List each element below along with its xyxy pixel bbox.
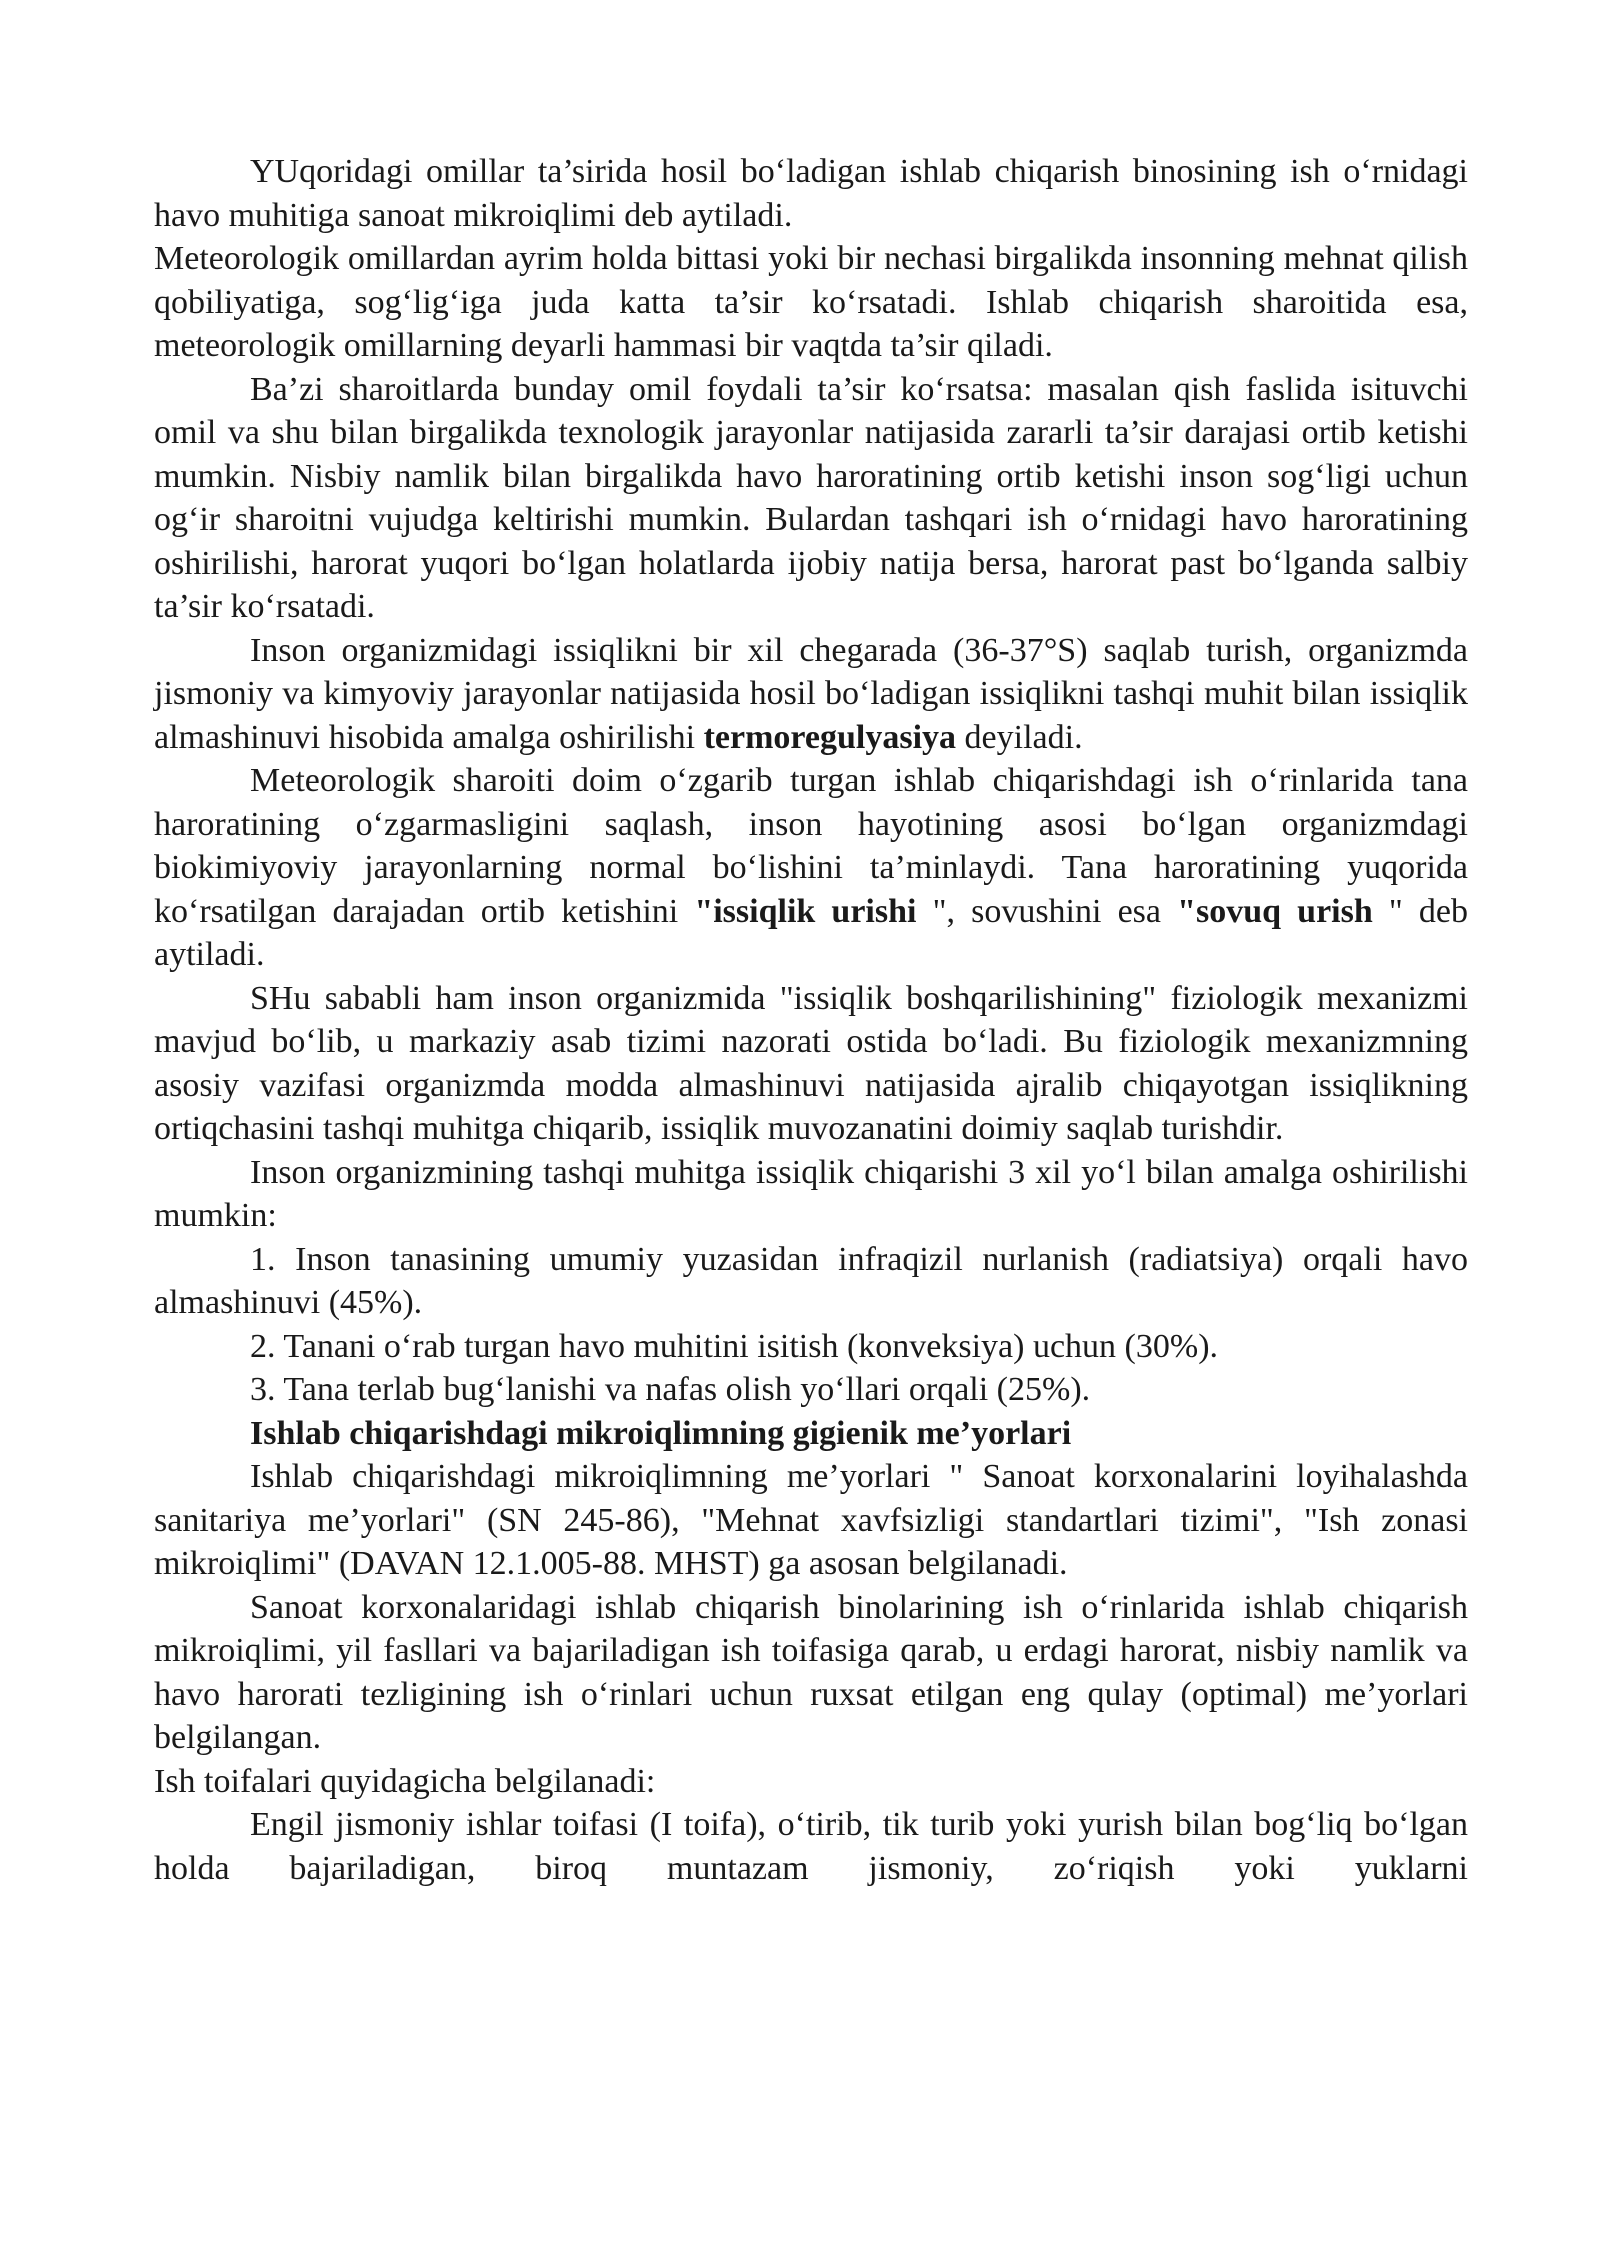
paragraph-5-text-a: Meteorologik sharoiti doim o‘zgarib turgan ishlab chiqarishdagi ish o‘rinlarida tana haroratining o‘zgarmasligini saqlash, inson hayotining asosi bo‘lgan organizmdagi biokimiyoviy jarayonlarning normal bo‘lishini ta’minlaydi. Tana haroratining yuqorida ko‘rsatilgan darajadan ortib ketishini	[154, 762, 1468, 930]
paragraph-1: YUqoridagi omillar ta’sirida hosil bo‘ladigan ishlab chiqarish binosining ish o‘rnidagi havo muhitiga sanoat mikroiqlimi deb aytiladi.	[154, 153, 1468, 234]
paragraph-2: Meteorologik omillardan ayrim holda bittasi yoki bir nechasi birgalikda insonning mehnat qilish qobiliyatiga, sog‘lig‘iga juda katta ta’sir ko‘rsatadi. Ishlab chiqarish sharoitida esa, meteorologik omillarning deyarli hammasi bir vaqtda ta’sir qiladi.	[154, 240, 1468, 364]
paragraph-5-text-c: " deb aytiladi.	[154, 892, 1468, 973]
term-sovuq-urish: "sovuq urish	[1177, 892, 1373, 930]
paragraph-4	[154, 629, 1468, 760]
list-item-3: 3. Tana terlab bug‘lanishi va nafas olish yo‘llari orqali (25%).	[250, 1371, 1091, 1408]
paragraph-11: Engil jismoniy ishlar toifasi (I toifa), o‘tirib, tik turib yoki yurish bilan bog‘liq bo‘lgan holda bajariladigan, biroq muntazam jismoniy, zo‘riqish yoki yuklarni	[154, 1806, 1468, 1887]
paragraph-5-text-b: ", sovushini esa	[916, 892, 1178, 930]
term-termoregulyasiya: termoregulyasiya	[703, 718, 957, 756]
paragraph-4-text-b: deyiladi.	[956, 718, 1083, 756]
paragraph-7: Inson organizmining tashqi muhitga issiqlik chiqarishi 3 xil yo‘l bilan amalga oshirilishi mumkin:	[154, 1153, 1468, 1234]
paragraph-9: Sanoat korxonalaridagi ishlab chiqarish binolarining ish o‘rinlarida ishlab chiqarish mikroiqlimi, yil fasllari va bajariladigan ish toifasiga qarab, u erdagi harorat, nisbiy namlik va havo harorati tezligining ish o‘rinlari uchun ruxsat etilgan eng qulay (optimal) me’yorlari belgilangan.	[154, 1588, 1468, 1756]
term-issiqlik-urishi: "issiqlik urishi	[694, 892, 917, 930]
list-item-2: 2. Tanani o‘rab turgan havo muhitini isitish (konveksiya) uchun (30%).	[250, 1327, 1219, 1365]
paragraph-10: Ish toifalari quyidagicha belgilanadi:	[154, 1762, 656, 1800]
paragraph-3: Ba’zi sharoitlarda bunday omil foydali ta’sir ko‘rsatsa: masalan qish faslida isituvchi omil va shu bilan birgalikda texnologik jarayonlar natijasida zararli ta’sir darajasi ortib ketishi mumkin. Nisbiy namlik bilan birgalikda havo haroratining ortib ketishi inson sog‘ligi uchun og‘ir sharoitni vujudga keltirishi mumkin. Bulardan tashqari ish o‘rnidagi havo haroratining oshirilishi, harorat yuqori bo‘lgan holatlarda ijobiy natija bersa, harorat past bo‘lganda salbiy ta’sir ko‘rsatadi.	[154, 370, 1468, 625]
list-item-1: 1. Inson tanasining umumiy yuzasidan infraqizil nurlanish (radiatsiya) orqali havo almashinuvi (45%).	[154, 1240, 1468, 1321]
section-heading: Ishlab chiqarishdagi mikroiqlimning gigienik me’yorlari	[250, 1414, 1072, 1452]
paragraph-4-text-a: Inson organizmidagi issiqlikni bir xil chegarada (36-37°S) saqlab turish, organizmda jismoniy va kimyoviy jarayonlar natijasida hosil bo‘ladigan issiqlikni tashqi muhit bilan issiqlik almashinuvi hisobida amalga oshirilishi	[154, 631, 1468, 756]
paragraph-5	[154, 759, 1468, 977]
document-page	[154, 150, 1468, 1890]
paragraph-8: Ishlab chiqarishdagi mikroiqlimning me’yorlari " Sanoat korxonalarini loyihalashda sanitariya me’yorlari" (SN 245-86), "Mehnat xavfsizligi standartlari tizimi", "Ish zonasi mikroiqlimi" (DAVAN 12.1.005-88. MHST) ga asosan belgilanadi.	[154, 1458, 1468, 1582]
paragraph-6: SHu sababli ham inson organizmida "issiqlik boshqarilishining" fiziologik mexanizmi mavjud bo‘lib, u markaziy asab tizimi nazorati ostida bo‘ladi. Bu fiziologik mexanizmning asosiy vazifasi organizmda modda almashinuvi natijasida ajralib chiqayotgan issiqlikning ortiqchasini tashqi muhitga chiqarib, issiqlik muvozanatini doimiy saqlab turishdir.	[154, 979, 1468, 1147]
